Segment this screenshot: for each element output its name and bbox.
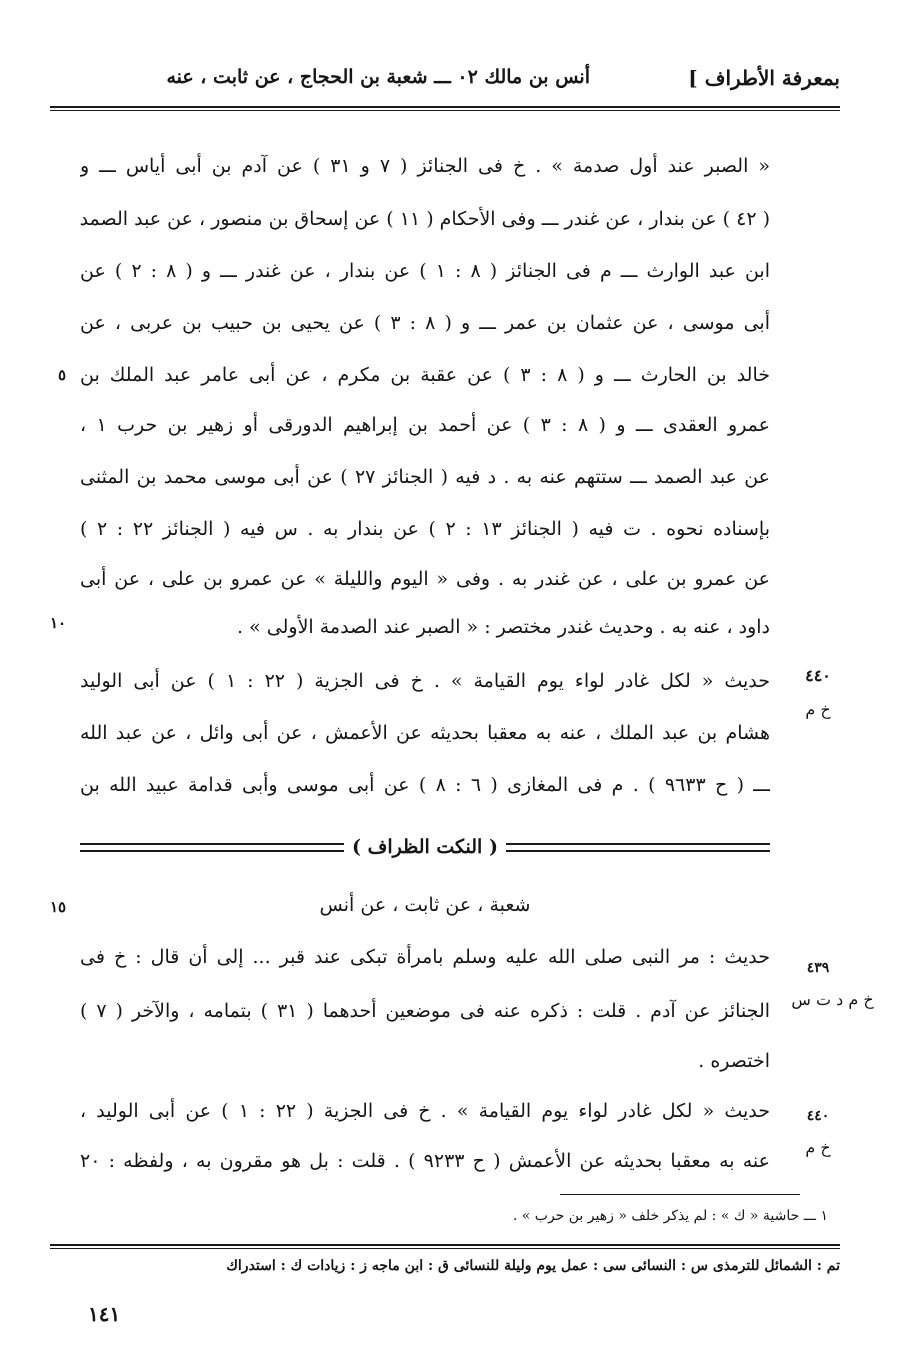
key-rule-thin [50, 1248, 840, 1249]
section-title-rule-left [80, 843, 344, 852]
body-line-3: ابن عبد الوارث ـــ م فى الجنائز ( ٨ : ١ ) عن بندار ، عن غندر ـــ و ( ٨ : ٢ ) عن [80, 260, 770, 282]
hadith-440-line-2: هشام بن عبد الملك ، عنه به معقبا بحديثه عن الأعمش ، عن أبى وائل ، عن عبد الله [80, 722, 770, 744]
nukat-439-line-3: اختصره . [698, 1050, 770, 1072]
key-rule [50, 1244, 840, 1246]
nukat-entry-number: ٤٣٩ [806, 960, 830, 976]
body-line-5: خالد بن الحارث ـــ و ( ٨ : ٣ ) عن عقبة بن مكرم ، عن أبى عامر عبد الملك بن [80, 364, 770, 386]
nukat-439-line-2: الجنائز عن آدم . قلت : ذكره عنه فى موضعين أحدهما ( ٣١ ) بتمامه ، والآخر ( ٧ ) [80, 1000, 770, 1022]
nukat-entry-sigla: خ م [805, 1138, 831, 1157]
header-rule [50, 106, 840, 108]
section-subhead: شعبة ، عن ثابت ، عن أنس [319, 894, 531, 916]
hadith-sigla: خ م [805, 700, 831, 719]
section-title [80, 833, 770, 861]
header-rule-thin [50, 110, 840, 111]
body-line-4: أبى موسى ، عن عثمان بن عمر ـــ و ( ٨ : ٣ ) عن يحيى بن حبيب بن عربى ، عن [80, 312, 770, 334]
nukat-entry-sigla: خ م د ت س [791, 990, 874, 1009]
hadith-440-line-3: ـــ ( ح ٩٦٣٣ ) . م فى المغازى ( ٦ : ٨ ) عن أبى موسى وأبى قدامة عبيد الله بن [80, 774, 770, 796]
nukat-440-line-1: حديث « لكل غادر لواء يوم القيامة » . خ فى الجزية ( ٢٢ : ١ ) عن أبى الوليد ، [80, 1100, 770, 1122]
page-number: ١٤١ [88, 1302, 121, 1326]
nukat-440-line-2: عنه به معقبا بحديثه عن الأعمش ( ح ٩٢٣٣ ) . قلت : بل هو مقرون به ، ولفظه : ٢٠ [80, 1150, 770, 1172]
nukat-439-line-1: حديث : مر النبى صلى الله عليه وسلم بامرأة تبكى عند قبر ... إلى أن قال : خ فى [80, 946, 770, 968]
line-number-5: ٥ [58, 366, 67, 384]
nukat-entry-number: ٤٤٠ [806, 1108, 830, 1124]
running-head-subtitle: أنس بن مالك ٠٢ ـــ شعبة بن الحجاج ، عن ثابت ، عنه [166, 66, 590, 88]
body-line-9: عن عمرو بن على ، عن غندر به . وفى « اليوم والليلة » عن عمرو بن على ، عن أبى [80, 568, 770, 590]
running-head-title: بمعرفة الأطراف ] [688, 66, 840, 90]
body-line-7: عن عبد الصمد ـــ ستتهم عنه به . د فيه ( الجنائز ٢٧ ) عن أبى موسى محمد بن المثنى [80, 466, 770, 488]
body-line-6: عمرو العقدى ـــ و ( ٨ : ٣ ) عن أحمد بن إبراهيم الدورقى أو زهير بن حرب ١ ، [80, 414, 770, 436]
body-line-1: « الصبر عند أول صدمة » . خ فى الجنائز ( ٧ و ٣١ ) عن آدم بن أبى أياس ـــ و [80, 155, 770, 177]
footnote-rule [560, 1194, 800, 1195]
running-head [50, 66, 840, 106]
footnote: ١ ـــ حاشية « ك » : لم يذكر خلف « زهير بن حرب » . [512, 1208, 828, 1224]
hadith-440-line-1: حديث « لكل غادر لواء يوم القيامة » . خ فى الجزية ( ٢٢ : ١ ) عن أبى الوليد [80, 670, 770, 692]
abbreviation-key: تم : الشمائل للترمذى س : النسائى سى : عمل يوم وليلة للنسائى ق : ابن ماجه ز : زيادات ك : استدراك [226, 1258, 840, 1274]
section-title-rule-right [506, 843, 770, 852]
line-number-15: ١٥ [50, 898, 67, 916]
body-line-10: داود ، عنه به . وحديث غندر مختصر : « الصبر عند الصدمة الأولى » . [237, 616, 770, 638]
line-number-10: ١٠ [50, 614, 67, 632]
body-line-8: بإسناده نحوه . ت فيه ( الجنائز ١٣ : ٢ ) عن بندار به . س فيه ( الجنائز ٢٢ : ٢ ) [80, 518, 770, 540]
hadith-number: ٤٤٠ [805, 666, 831, 685]
section-title-label: ( النكت الظراف ) [352, 836, 498, 858]
body-line-2: ( ٤٢ ) عن بندار ، عن غندر ـــ وفى الأحكام ( ١١ ) عن إسحاق بن منصور ، عن عبد الصمد [80, 208, 770, 230]
